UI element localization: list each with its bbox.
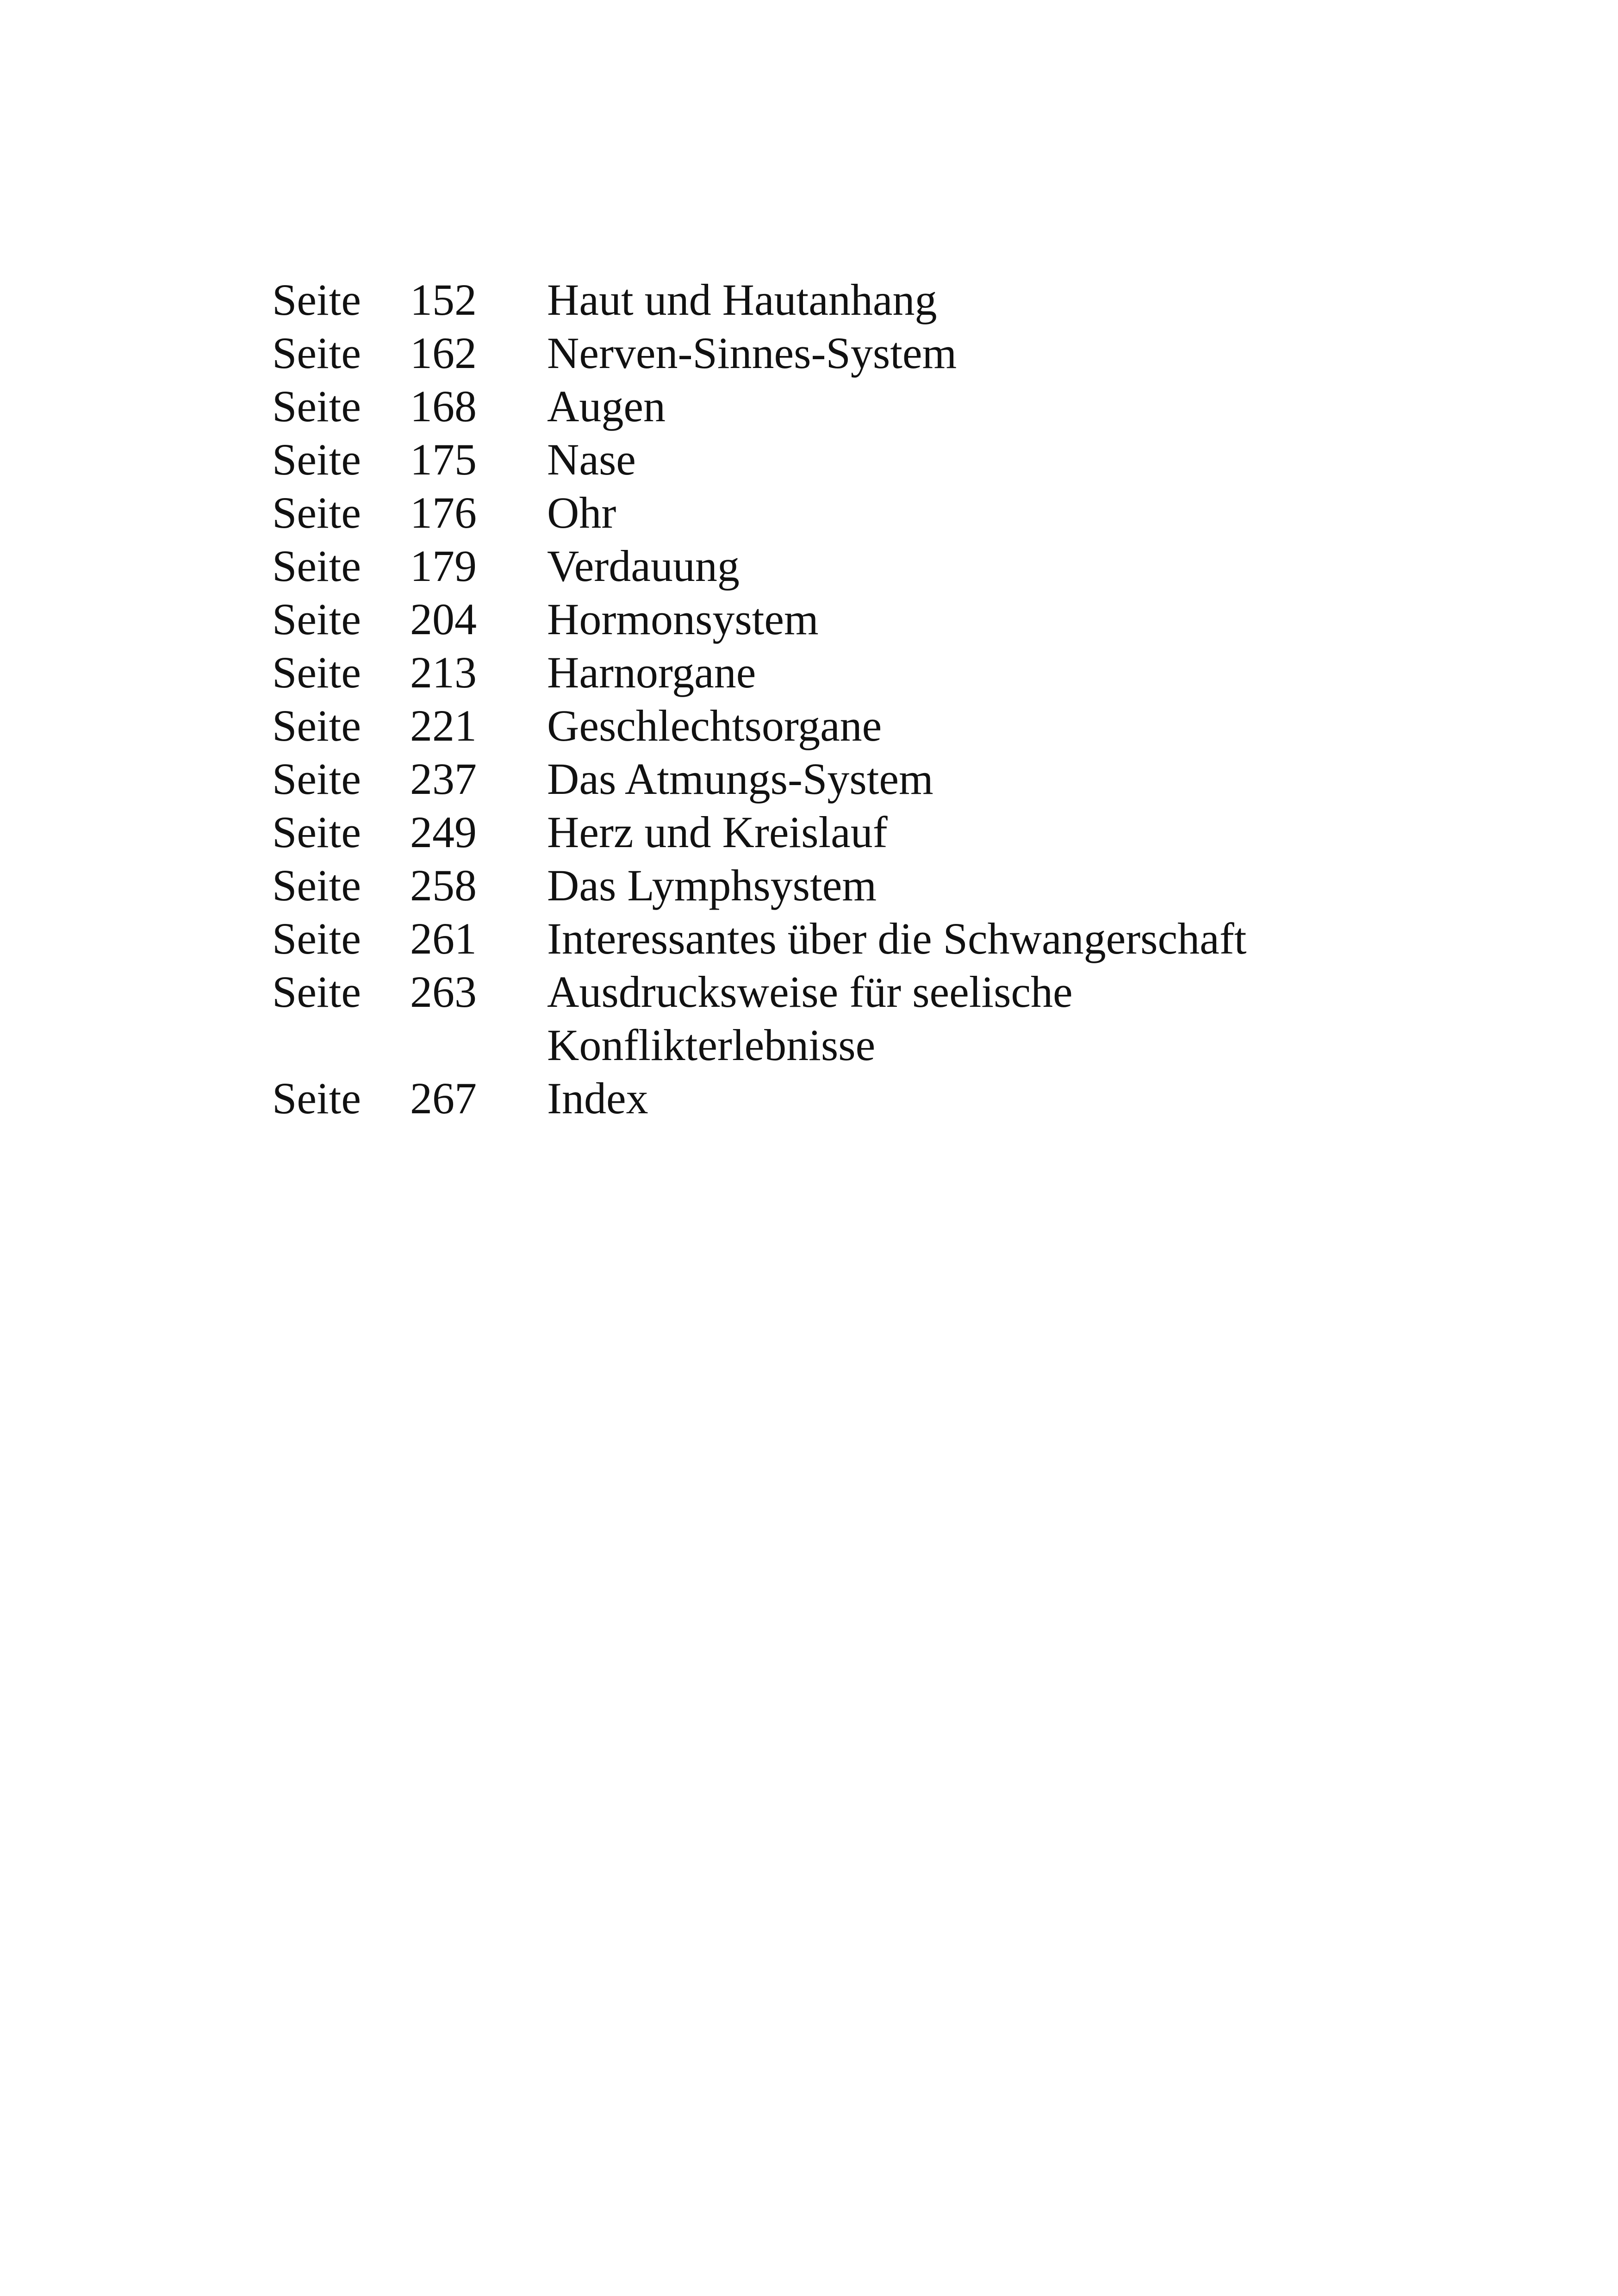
toc-entry-prefix: Seite [272, 701, 361, 750]
toc-entry-prefix: Seite [272, 275, 361, 324]
toc-entry-page-number: 213 [410, 648, 477, 697]
table-of-contents [272, 273, 1475, 1125]
toc-entry-prefix: Seite [272, 328, 361, 378]
toc-entry [272, 699, 1475, 752]
toc-entry-title: Augen [547, 381, 666, 431]
toc-entry [272, 965, 1475, 1072]
toc-entry-prefix: Seite [272, 648, 361, 697]
toc-entry-title: Hormonsystem [547, 594, 819, 644]
toc-entry-prefix: Seite [272, 1073, 361, 1123]
toc-entry-prefix: Seite [272, 914, 361, 963]
toc-entry [272, 646, 1475, 699]
toc-entry [272, 1072, 1475, 1125]
toc-entry [272, 433, 1475, 486]
toc-entry-page-number: 221 [410, 701, 477, 750]
toc-entry-title: Geschlechtsorgane [547, 701, 882, 750]
toc-entry-title: Haut und Hautanhang [547, 275, 937, 324]
toc-entry-prefix: Seite [272, 541, 361, 591]
toc-entry [272, 805, 1475, 859]
toc-entry-page-number: 261 [410, 914, 477, 963]
toc-entry [272, 593, 1475, 646]
toc-entry [272, 859, 1475, 912]
toc-entry-prefix: Seite [272, 594, 361, 644]
toc-entry-title: Ohr [547, 488, 616, 537]
toc-entry-page-number: 168 [410, 381, 477, 431]
toc-entry-page-number: 152 [410, 275, 477, 324]
toc-entry-page-number: 237 [410, 754, 477, 804]
toc-entry-prefix: Seite [272, 754, 361, 804]
toc-entry [272, 326, 1475, 380]
toc-entry-page-number: 263 [410, 967, 477, 1017]
toc-entry-prefix: Seite [272, 435, 361, 484]
toc-entry-page-number: 179 [410, 541, 477, 591]
toc-entry-page-number: 162 [410, 328, 477, 378]
toc-entry-title: Harnorgane [547, 648, 756, 697]
toc-entry [272, 273, 1475, 326]
toc-entry [272, 380, 1475, 433]
toc-entry-page-number: 267 [410, 1073, 477, 1123]
toc-entry [272, 752, 1475, 805]
toc-entry-page-number: 175 [410, 435, 477, 484]
toc-entry-title: Index [547, 1073, 648, 1123]
toc-entry-title: Verdauung [547, 541, 740, 591]
toc-entry-title: Interessantes über die Schwangerschaft [547, 914, 1247, 963]
toc-entry [272, 486, 1475, 539]
toc-entry-prefix: Seite [272, 488, 361, 537]
toc-entry-page-number: 204 [410, 594, 477, 644]
toc-entry-title: Herz und Kreislauf [547, 807, 888, 857]
toc-entry-page-number: 258 [410, 861, 477, 910]
toc-entry-title: Das Lymphsystem [547, 861, 877, 910]
toc-entry-title: Ausdrucksweise für seelische Konflikterlebnisse [547, 967, 1073, 1070]
toc-entry-title: Das Atmungs-System [547, 754, 933, 804]
toc-entry [272, 539, 1475, 593]
toc-entry-title: Nerven-Sinnes-System [547, 328, 957, 378]
toc-entry [272, 912, 1475, 965]
toc-entry-prefix: Seite [272, 807, 361, 857]
toc-entry-page-number: 176 [410, 488, 477, 537]
toc-entry-page-number: 249 [410, 807, 477, 857]
toc-entry-prefix: Seite [272, 967, 361, 1017]
toc-entry-title: Nase [547, 435, 636, 484]
toc-entry-prefix: Seite [272, 381, 361, 431]
toc-entry-prefix: Seite [272, 861, 361, 910]
